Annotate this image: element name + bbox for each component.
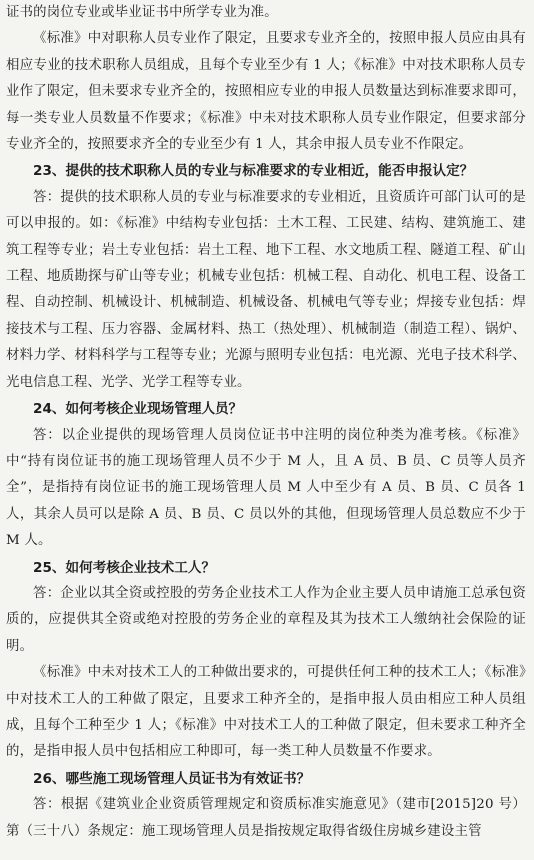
answer-paragraph-24: 答：以企业提供的现场管理人员岗位证书中注明的岗位种类为准考核。《标准》中“持有岗位证书的施工现场管理人员不少于 M 人，且 A 员、B 员、C 员等人员齐全”，是指持有岗位证书的施工现场管理人员 M 人中至少有 A 员、B 员、C 员各 1 人，其余人员可以是除 A 员、B 员、C 员以外的其他，但现场管理人员总数应不少于 M 人。: [6, 427, 526, 549]
question-heading-26: 26、哪些施工现场管理人员证书为有效证书？: [33, 770, 311, 787]
answer-paragraph-26: 答：根据《建筑业企业资质管理规定和资质标准实施意见》（建市[2015]20 号）第（三十八）条规定：施工现场管理人员是指按规定取得省级住房城乡建设主管: [6, 797, 526, 839]
question-heading-25: 25、如何考核企业技术工人？: [33, 559, 216, 576]
paragraph: 证书的岗位专业或毕业证书中所学专业为准。: [6, 5, 278, 20]
answer-paragraph-25b: 《标准》中未对技术工人的工种做出要求的，可提供任何工种的技术工人；《标准》中对技术工人的工种做了限定，且要求工种齐全的，是指申报人员由相应工种人员组成，且每个工种至少 1 人；《标准》中对技术工人的工种做了限定，但未要求工种齐全的，是指申报人员中包括相应工种即可，每一类工种人员数量不作要求。: [6, 665, 526, 760]
answer-paragraph-23: 答：提供的技术职称人员的专业与标准要求的专业相近，且资质许可部门认可的是可以申报的。如：《标准》中结构专业包括：土木工程、工民建、结构、建筑施工、建筑工程等专业；岩土专业包括：岩土工程、地下工程、水文地质工程、隧道工程、矿山工程、地质勘探与矿山等专业；机械专业包括：机械工程、自动化、机电工程、设备工程、自动控制、机械设计、机械制造、机械设备、机械电气等专业；焊接专业包括：焊接技术与工程、压力容器、金属材料、热工（热处理）、机械制造（制造工程）、锅炉、材料力学、材料科学与工程等专业；光源与照明专业包括：电光源、光电子技术科学、光电信息工程、光学、光学工程等专业。: [6, 189, 526, 390]
paragraph: 《标准》中对职称人员专业作了限定，且要求专业齐全的，按照申报人员应由具有相应专业的技术职称人员组成，且每个专业至少有 1 人；《标准》中对技术职称人员专业作了限定，但未要求专业齐全的，按照相应专业的申报人员数量达到标准要求即可，每一类专业人员数量不作要求；《标准》中未对技术职称人员专业作限定，但要求部分专业齐全的，按照要求齐全的专业至少有 1 人，其余申报人员专业不作限定。: [6, 31, 526, 153]
question-heading-23: 23、提供的技术职称人员的专业与标准要求的专业相近，能否申报认定？: [33, 163, 474, 180]
question-heading-24: 24、如何考核企业现场管理人员？: [33, 401, 243, 418]
answer-paragraph-25: 答：企业以其全资或控股的劳务企业技术工人作为企业主要人员申请施工总承包资质的，应提供其全资或绝对控股的劳务企业的章程及其为技术工人缴纳社会保险的证明。: [6, 585, 526, 654]
